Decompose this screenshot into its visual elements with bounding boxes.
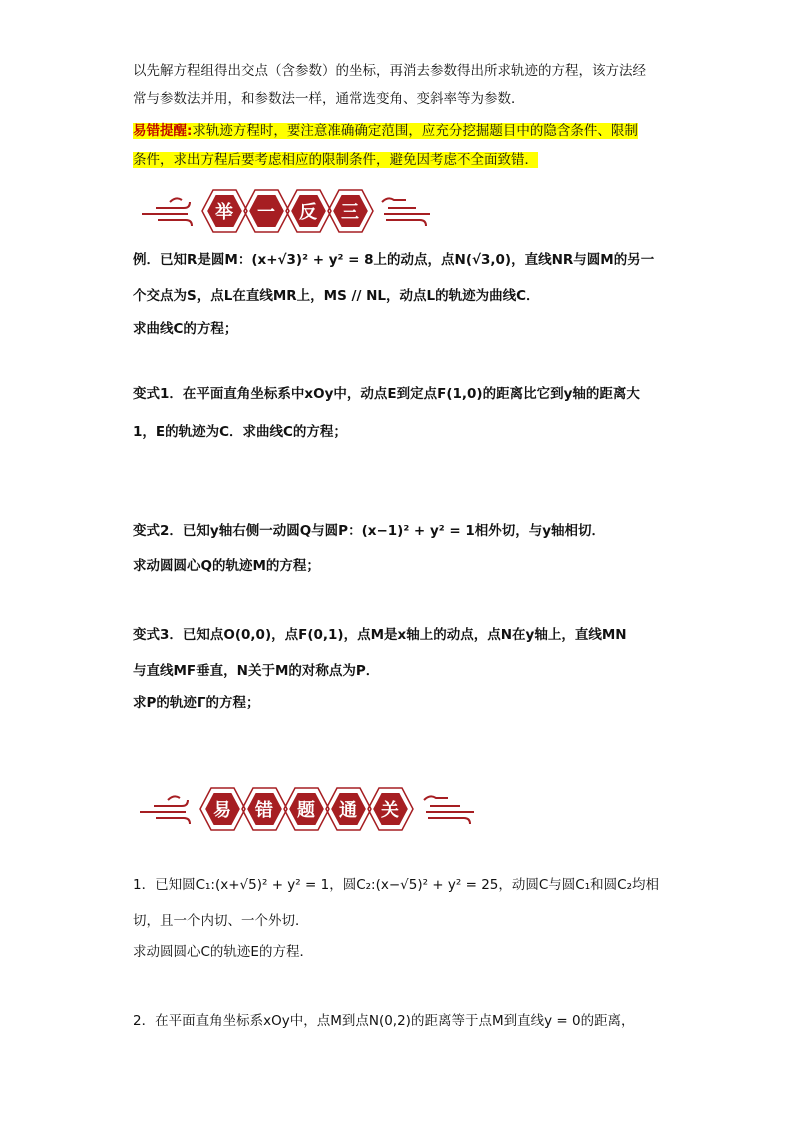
banner1-char-2: 一 [257,202,275,223]
warning-line-2 [133,151,538,169]
banner2-char-3: 题 [297,800,315,821]
banner2-char-1: 易 [213,800,231,821]
section-banner-practice [136,180,436,242]
variant3-line-3: 求P的轨迹Γ的方程； [133,695,260,711]
problem1-line-3: 求动圆圆心C的轨迹E的方程． [133,944,313,960]
section-banner-mistakes [134,778,480,840]
intro-line-1: 以先解方程组得出交点（含参数）的坐标，再消去参数得出所求轨迹的方程，该方法经 [133,63,646,79]
banner2-char-2: 错 [255,800,273,821]
variant3-line-1: 变式3．已知点O(0,0)，点F(0,1)，点M是x轴上的动点，点N在y轴上，直线MN [133,627,627,643]
problem1-line-2: 切，且一个内切、一个外切． [133,913,309,929]
variant2-line-2: 求动圆圆心Q的轨迹M的方程； [133,558,320,574]
banner2-right-ornament [424,796,474,824]
banner1-char-4: 三 [341,202,359,223]
variant2-line-1: 变式2．已知y轴右侧一动圆Q与圆P：(x−1)² + y² = 1相外切，与y轴相切． [133,523,606,539]
warning-line-1 [133,122,638,140]
banner-right-ornament [382,198,430,226]
banner2-char-5: 关 [381,800,399,821]
example-line-1: 例．已知R是圆M：(x+√3)² + y² = 8上的动点，点N(√3,0)，直线NR与圆M的另一 [133,252,655,268]
variant1-line-2: 1，E的轨迹为C．求曲线C的方程； [133,424,347,440]
example-line-2: 个交点为S，点L在直线MR上，MS // NL，动点L的轨迹为曲线C． [133,288,540,304]
banner1-char-3: 反 [299,202,317,223]
variant1-line-1: 变式1．在平面直角坐标系中xOy中，动点E到定点F(1,0)的距离比它到y轴的距离大 [133,386,640,402]
warning-text-2: 条件，求出方程后要考虑相应的限制条件，避免因考虑不全面致错． [133,152,538,168]
banner1-char-1: 举 [215,202,233,223]
warning-text-1: 求轨迹方程时，要注意准确确定范围，应充分挖掘题目中的隐含条件、限制 [192,123,638,139]
example-line-3: 求曲线C的方程； [133,321,238,337]
problem1-line-1: 1．已知圆C₁:(x+√5)² + y² = 1，圆C₂:(x−√5)² + y² = 25，动圆C与圆C₁和圆C₂均相 [133,877,659,893]
banner2-char-4: 通 [339,800,357,821]
variant3-line-2: 与直线MF垂直，N关于M的对称点为P． [133,663,380,679]
banner2-left-ornament [140,796,190,824]
warning-label: 易错提醒: [133,123,193,139]
banner-left-ornament [142,198,192,226]
intro-line-2: 常与参数法并用，和参数法一样，通常选变角、变斜率等为参数． [133,91,525,107]
problem2-line-1: 2．在平面直角坐标系xOy中，点M到点N(0,2)的距离等于点M到直线y = 0的距离， [133,1013,635,1029]
